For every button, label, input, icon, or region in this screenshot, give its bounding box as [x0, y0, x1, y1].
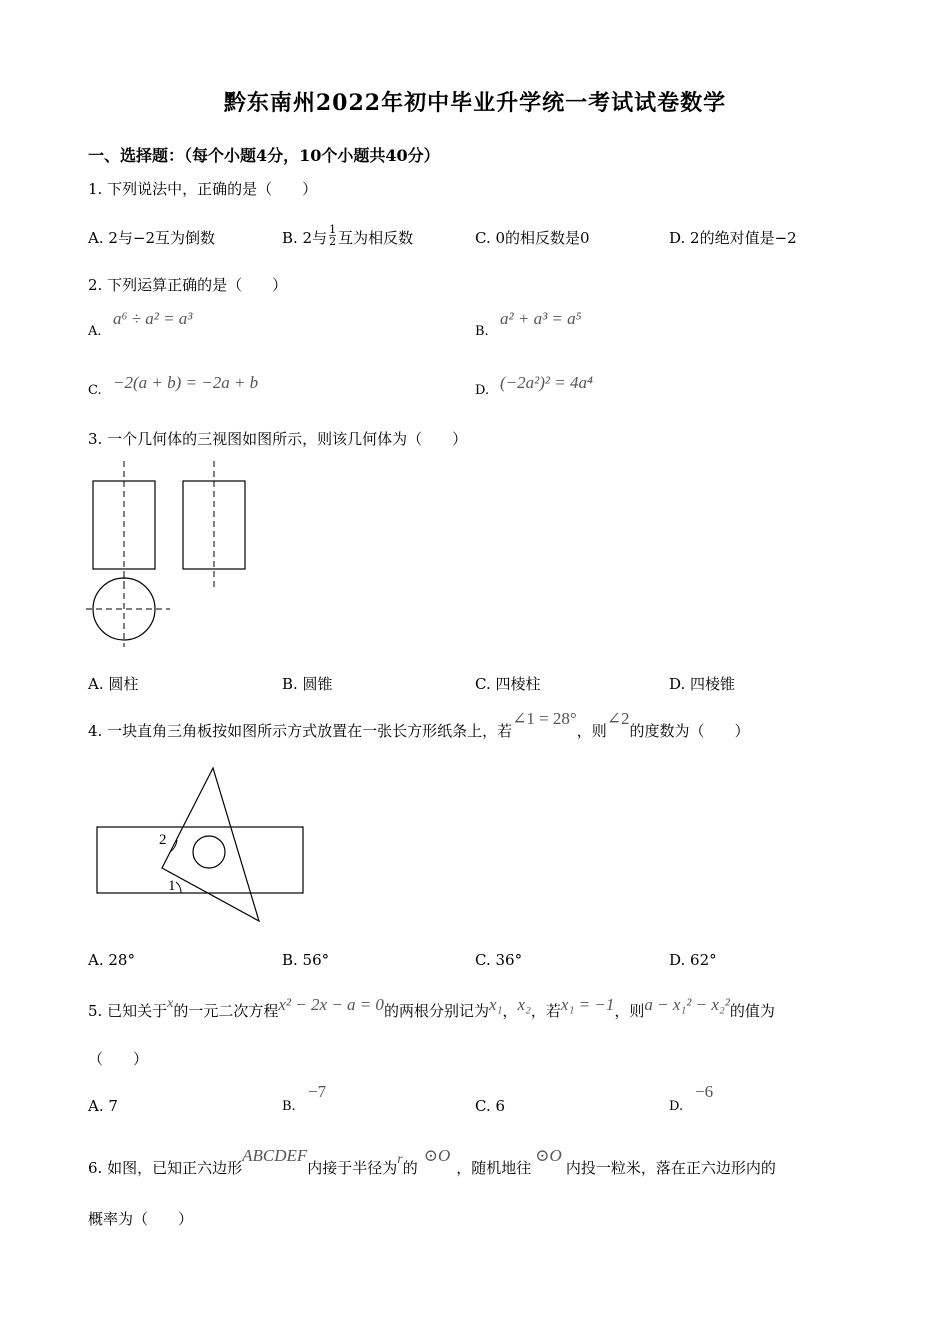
q4-stem-post: 的度数为（ ）	[629, 722, 750, 740]
q1-option-b	[282, 222, 414, 251]
q2-stem: 2. 下列运算正确的是（ ）	[88, 276, 288, 294]
q6-radius: r	[397, 1152, 403, 1167]
q2-option-a-label: A.	[88, 324, 102, 339]
q2-option-d-expr: (−2a²)² = 4a⁴	[500, 373, 593, 392]
q6-hexagon: ABCDEF	[242, 1146, 308, 1165]
q5-target: a − x₁² − x₂²	[644, 995, 730, 1014]
q5-option-c: C. 6	[475, 1097, 506, 1115]
q6-stem-pre: 6. 如图，已知正六边形	[88, 1159, 243, 1177]
set-square	[162, 768, 259, 921]
q5-option-d-label: D.	[669, 1099, 684, 1114]
q6-circle-2: ⊙O	[535, 1146, 562, 1165]
q5-x1: x₁	[488, 995, 503, 1014]
q5-equation: x² − 2x − a = 0	[278, 995, 384, 1014]
q4-stem-pre: 4. 一块直角三角板按如图所示方式放置在一张长方形纸条上，若	[88, 722, 513, 740]
q2-option-c-label: C.	[88, 383, 102, 398]
page-title: 黔东南州2022年初中毕业升学统一考试试卷数学	[223, 90, 727, 116]
q5-x: x	[167, 996, 174, 1011]
angle1-label: 1	[168, 878, 176, 894]
q5-stem-pre: 5. 已知关于	[88, 1002, 168, 1020]
q6-stem	[88, 1146, 776, 1178]
q1-fraction-den: 2	[329, 234, 337, 248]
q4-option-b: B. 56°	[282, 951, 330, 969]
q5-option-a: A. 7	[88, 1097, 118, 1115]
angle2-label: 2	[159, 832, 167, 848]
q2-option-a-expr: a⁶ ÷ a² = a³	[113, 309, 193, 328]
q1-option-b-post: 互为相反数	[338, 229, 414, 247]
q5-stem	[88, 995, 775, 1021]
q3-stem: 3. 一个几何体的三视图如图所示，则该几何体为（ ）	[88, 430, 468, 448]
q2-option-d-label: D.	[475, 383, 490, 398]
q5-comma: ，	[502, 1002, 518, 1020]
q5-stem-a: 的一元二次方程	[173, 1002, 279, 1020]
q4-angle1: ∠1 = 28°	[512, 709, 577, 728]
q3-option-d: D. 四棱锥	[669, 675, 736, 693]
q1-fraction-num: 1	[329, 222, 337, 236]
q5-stem-c: ，若	[530, 1002, 561, 1020]
q6-stem-b: 的	[402, 1159, 418, 1177]
q5-option-b-value: −7	[308, 1082, 327, 1101]
q6-line2: 概率为（ ）	[88, 1210, 194, 1228]
q5-x2: x₂	[517, 995, 531, 1014]
q5-paren: （ ）	[88, 1050, 149, 1068]
q6-stem-c: ，随机地往	[456, 1159, 532, 1177]
three-view-figure	[80, 455, 280, 655]
q2-option-c-expr: −2(a + b) = −2a + b	[113, 373, 259, 392]
q1-option-a: A. 2与−2互为倒数	[88, 229, 216, 247]
q1-option-b-pre: B. 2与	[282, 229, 328, 247]
q4-stem-mid: ，则	[576, 722, 607, 740]
section-heading: 一、选择题：（每个小题4分，10个小题共40分）	[88, 146, 440, 165]
q3-option-b: B. 圆锥	[282, 675, 333, 693]
q3-option-a: A. 圆柱	[88, 675, 139, 693]
q2-option-b-label: B.	[475, 324, 489, 339]
q5-option-b-label: B.	[282, 1099, 296, 1114]
q6-stem-d: 内投一粒米，落在正六边形内的	[565, 1159, 776, 1177]
q4-option-c: C. 36°	[475, 951, 523, 969]
q4-angle2: ∠2	[606, 709, 630, 728]
q4-stem	[88, 709, 750, 741]
q1-option-c: C. 0的相反数是0	[475, 229, 590, 247]
q5-stem-d: ，则	[614, 1002, 645, 1020]
triangle-strip-figure	[90, 760, 320, 930]
q1-stem: 1. 下列说法中，正确的是（ ）	[88, 180, 318, 198]
q6-stem-a: 内接于半径为	[307, 1159, 398, 1177]
q5-condition: x₁ = −1	[560, 995, 615, 1014]
q4-option-a: A. 28°	[88, 951, 135, 969]
q2-option-b-expr: a² + a³ = a⁵	[500, 309, 582, 328]
q5-option-d-value: −6	[695, 1082, 714, 1101]
q1-option-d: D. 2的绝对值是−2	[669, 229, 797, 247]
angle1-arc	[176, 882, 181, 893]
paper-strip	[97, 827, 303, 893]
q5-stem-e: 的值为	[729, 1002, 775, 1020]
set-square-hole	[193, 836, 225, 868]
q6-circle-1: ⊙O	[423, 1146, 451, 1165]
q5-stem-b: 的两根分别记为	[383, 1002, 489, 1020]
q4-option-d: D. 62°	[669, 951, 717, 969]
q3-option-c: C. 四棱柱	[475, 675, 541, 693]
q1-fraction	[329, 224, 336, 247]
